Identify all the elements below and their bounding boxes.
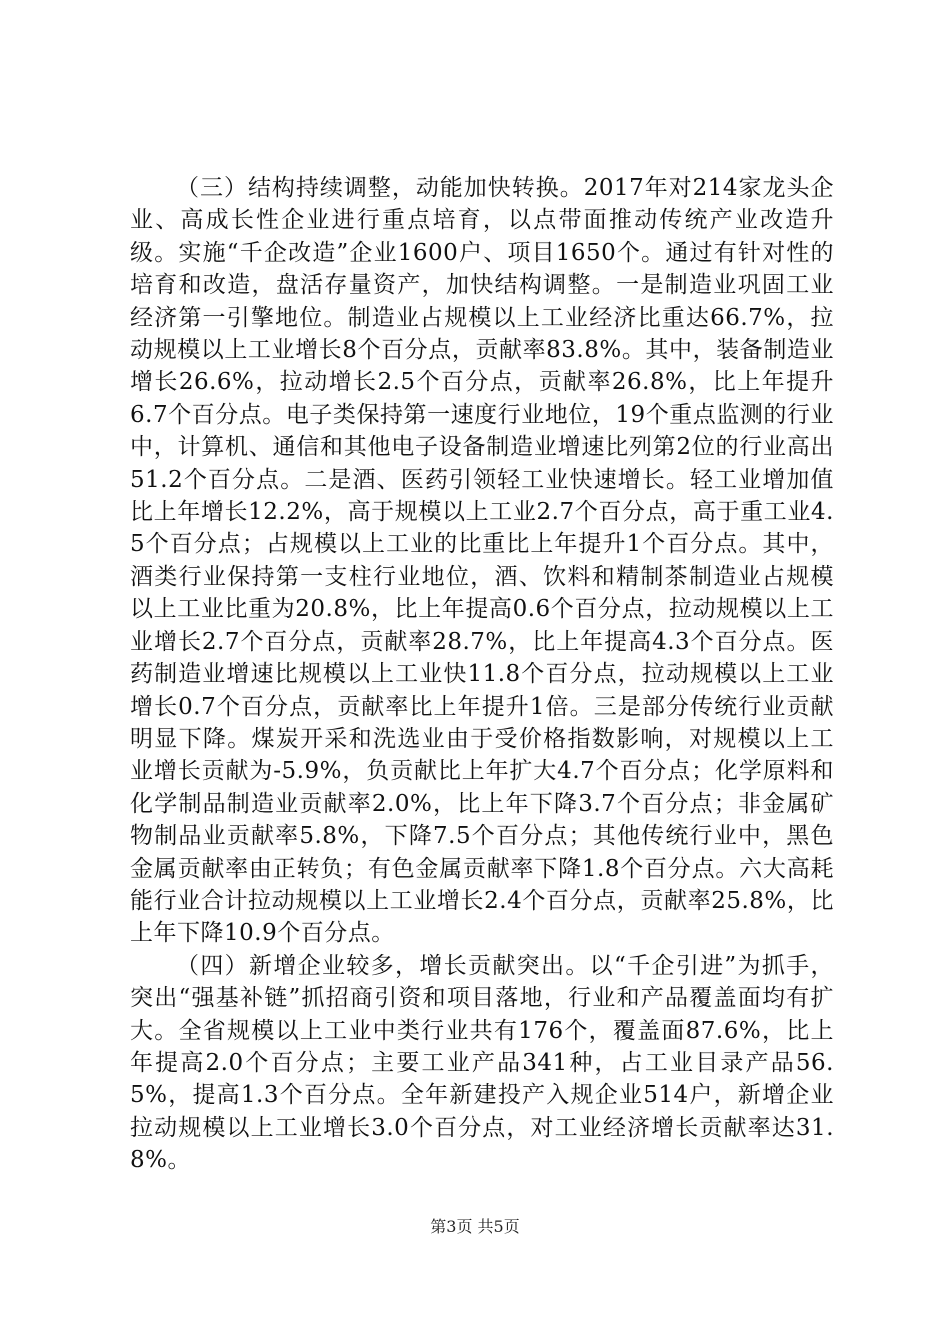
page-footer: 第3页 共5页 [430,1217,520,1236]
document-body [130,172,834,1177]
paragraph-section-four: （四）新增企业较多，增长贡献突出。以“千企引进”为抓手，突出“强基补链”抓招商引资和项目落地，行业和产品覆盖面均有扩大。全省规模以上工业中类行业共有176个，覆盖面87.6%，比上年提高2.0个百分点；主要工业产品341种，占工业目录产品56.5%，提高1.3个百分点。全年新建投产入规企业514户，新增企业拉动规模以上工业增长3.0个百分点，对工业经济增长贡献率达31.8%。 [130,952,834,1174]
paragraph-section-three: （三）结构持续调整，动能加快转换。2017年对214家龙头企业、高成长性企业进行重点培育，以点带面推动传统产业改造升级。实施“千企改造”企业1600户、项目1650个。通过有针对性的培育和改造，盘活存量资产，加快结构调整。一是制造业巩固工业经济第一引擎地位。制造业占规模以上工业经济比重达66.7%，拉动规模以上工业增长8个百分点，贡献率83.8%。其中，装备制造业增长26.6%，拉动增长2.5个百分点，贡献率26.8%，比上年提升6.7个百分点。电子类保持第一速度行业地位，19个重点监测的行业中，计算机、通信和其他电子设备制造业增速比列第2位的行业高出51.2个百分点。二是酒、医药引领轻工业快速增长。轻工业增加值比上年增长12.2%，高于规模以上工业2.7个百分点，高于重工业4.5个百分点；占规模以上工业的比重比上年提升1个百分点。其中，酒类行业保持第一支柱行业地位，酒、饮料和精制茶制造业占规模以上工业比重为20.8%，比上年提高0.6个百分点，拉动规模以上工业增长2.7个百分点，贡献率28.7%，比上年提高4.3个百分点。医药制造业增速比规模以上工业快11.8个百分点，拉动规模以上工业增长0.7个百分点，贡献率比上年提升1倍。三是部分传统行业贡献明显下降。煤炭开采和洗选业由于受价格指数影响，对规模以上工业增长贡献为-5.9%，负贡献比上年扩大4.7个百分点；化学原料和化学制品制造业贡献率2.0%，比上年下降3.7个百分点；非金属矿物制品业贡献率5.8%，下降7.5个百分点；其他传统行业中，黑色金属贡献率由正转负；有色金属贡献率下降1.8个百分点。六大高耗能行业合计拉动规模以上工业增长2.4个百分点，贡献率25.8%，比上年下降10.9个百分点。 [130,175,834,947]
